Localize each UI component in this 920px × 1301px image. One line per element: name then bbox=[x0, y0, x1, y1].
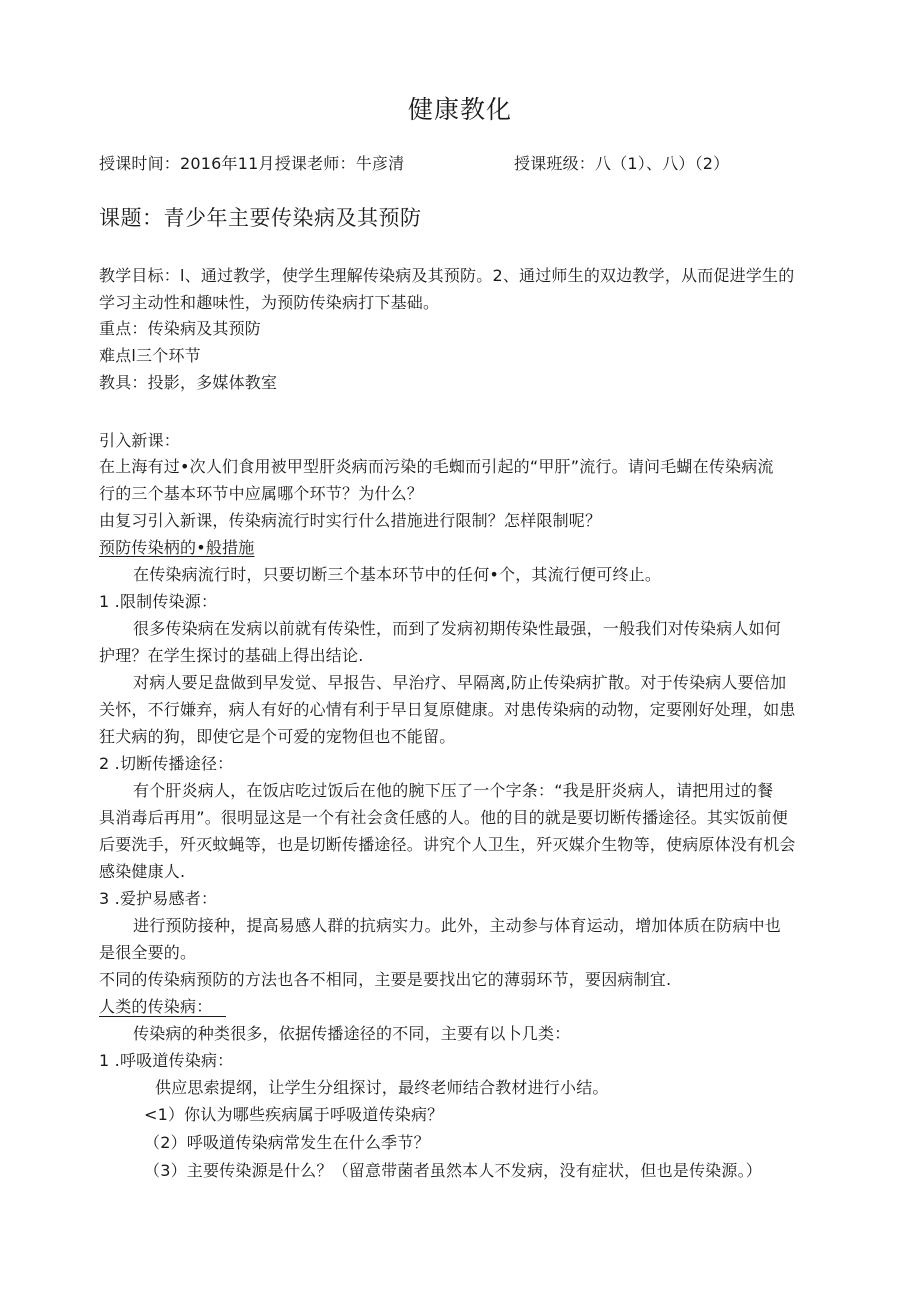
class-label: 授课班级： bbox=[514, 154, 596, 173]
paragraph-line: 后要洗手，歼灭蚊蝇等，也是切断传播途径。讲究个人卫生，歼灭媒介生物等，使病原体没有机会 bbox=[99, 835, 796, 854]
teacher-value: 牛彦清 bbox=[355, 154, 405, 173]
teacher-label: 授课老师： bbox=[274, 154, 356, 173]
paragraph-line: 进行预防接种，提高易感人群的抗病实力。此外，主动参与体育运动，增加体质在防病中也 bbox=[133, 916, 782, 935]
section-heading-diseases bbox=[99, 997, 226, 1017]
objectives-line: 教学目标：l、通过教学，使学生理解传染病及其预防。2、通过师生的双边教学，从而促进学生的 bbox=[99, 266, 795, 285]
item-heading: 1 .呼吸道传染病： bbox=[99, 1051, 234, 1070]
difficulty: 难点l三个环节 bbox=[99, 346, 201, 365]
paragraph-line: 护理？在学生探讨的基础上得出结论. bbox=[99, 646, 364, 665]
intro-line: 在上海有过•次人们食用被甲型肝炎病而污染的毛蜘而引起的“甲肝”流行。请问毛蝴在传染病流 bbox=[99, 457, 774, 476]
objectives-line: 学习主动性和趣味性，为预防传染病打下基础。 bbox=[99, 293, 440, 312]
paragraph-line: 很多传染病在发病以前就有传染性，而到了发病初期传染性最强，一般我们对传染病人如何 bbox=[133, 619, 782, 638]
item-heading: 1 .限制传染源： bbox=[99, 592, 218, 611]
class-meta bbox=[514, 154, 729, 174]
paragraph-line: 有个肝炎病人，在饭店吃过饭后在他的腕下压了一个字条：“我是肝炎病人，请把用过的餐 bbox=[133, 781, 774, 800]
time-value: 2016年11月 bbox=[180, 154, 275, 173]
intro-heading: 引入新课： bbox=[99, 431, 181, 450]
key-point: 重点：传染病及其预防 bbox=[99, 319, 262, 338]
time-label: 授课时间： bbox=[99, 154, 181, 173]
lesson-subject: 课题：青少年主要传染病及其预防 bbox=[99, 206, 422, 230]
class-value: 八（1）、八）（2） bbox=[595, 154, 730, 173]
section-intro: 传染病的种类很多，依据传播途径的不同，主要有以卜几类： bbox=[133, 1024, 571, 1043]
paragraph-line: 具消毒后再用”。很明显这是一个有社会贪任感的人。他的目的就是要切断传播途径。其实饭前便 bbox=[99, 808, 788, 827]
paragraph-line: 感染健康人. bbox=[99, 862, 186, 881]
section-heading-prevention: 预防传染柄的•般措施 bbox=[99, 538, 255, 557]
paragraph-line: 关怀，不行嫌弃，病人有好的心情有利于早日复原健康。对患传染病的动物，定要刚好处理，如患 bbox=[99, 700, 796, 719]
section-intro: 在传染病流行时，只要切断三个基本环节中的任何•个，其流行便可终止。 bbox=[133, 565, 662, 584]
intro-line: 行的三个基本环节中应属哪个环节？为什么？ bbox=[99, 484, 424, 503]
item-heading: 3 .爱护易感者： bbox=[99, 889, 218, 908]
question-line: （3）主要传染源是什么？（留意带菌者虽然本人不发病，没有症状，但也是传染源。） bbox=[144, 1161, 762, 1180]
question-line: <1）你认为哪些疾病属于呼吸道传染病？ bbox=[144, 1105, 444, 1124]
lesson-meta bbox=[99, 154, 404, 174]
paragraph-line: 狂犬病的狗，即使它是个可爱的宠物但也不能留。 bbox=[99, 727, 456, 746]
document-title: 健康教化 bbox=[407, 95, 512, 124]
conclusion: 不同的传染病预防的方法也各不相同，主要是要找出它的薄弱环节，要因病制宜. bbox=[99, 970, 672, 989]
teaching-tools: 教具：投影，多媒体教室 bbox=[99, 373, 278, 392]
question-line: （2）呼吸道传染病常发生在什么季节？ bbox=[144, 1133, 430, 1152]
item-heading: 2 .切断传播途径： bbox=[99, 754, 234, 773]
paragraph-line: 是很全要的。 bbox=[99, 943, 197, 962]
paragraph-line: 对病人要足盘做到早发觉、早报告、早治疗、早隔离,防止传染病扩散。对于传染病人要倍加 bbox=[133, 673, 787, 692]
discussion-intro: 供应思索提纲，让学生分组探讨，最终老师结合教材进行小结。 bbox=[155, 1078, 609, 1097]
section-heading-text: 人类的传染病： bbox=[99, 997, 226, 1017]
intro-line: 由复习引入新课，传染病流行时实行什么措施进行限制？怎样限制呢？ bbox=[99, 511, 602, 530]
